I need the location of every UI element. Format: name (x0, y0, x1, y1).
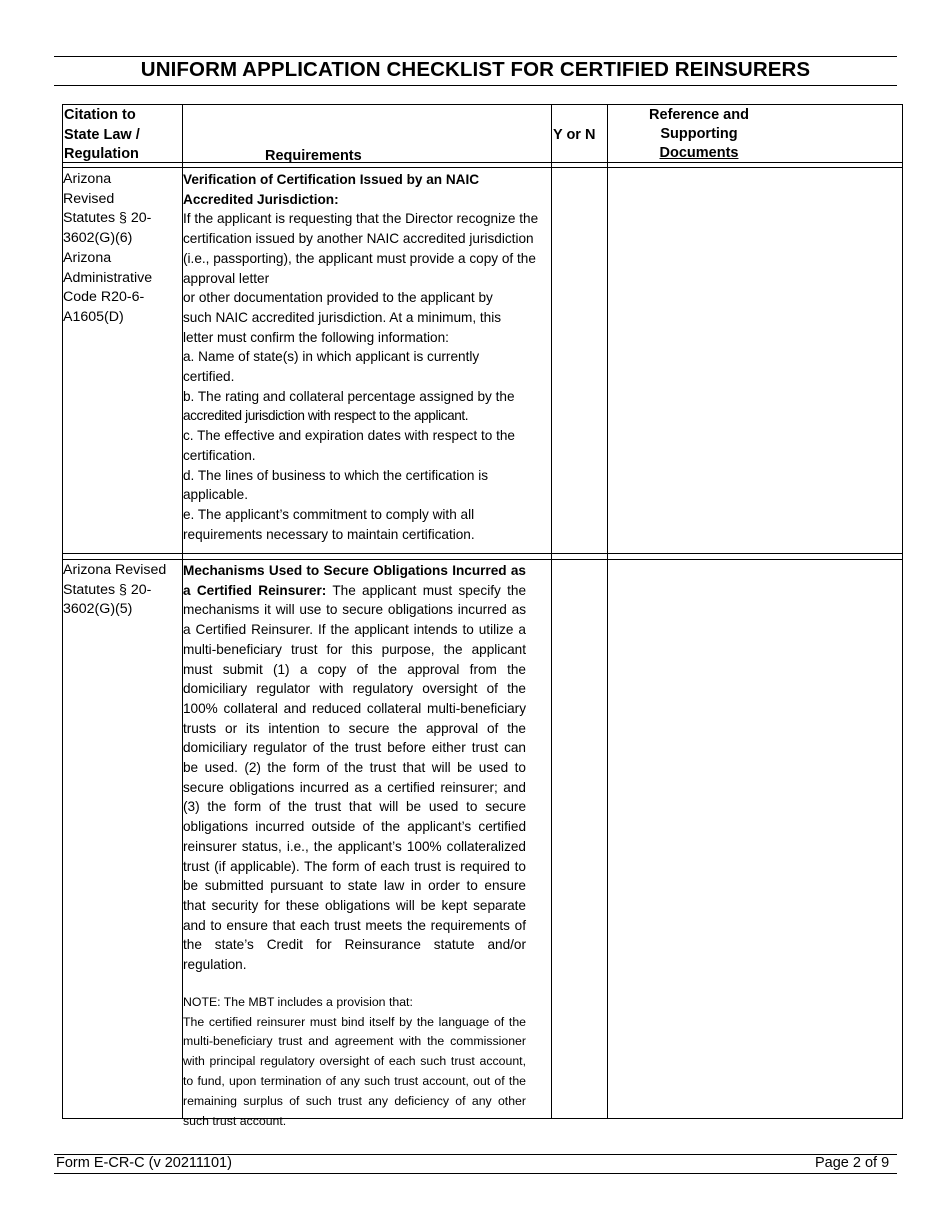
row1-requirements: Verification of Certification Issued by an NAIC Accredited Jurisdiction: If the applicant is requesting that the Director recognize the certification issued by another NAIC accredited jurisdiction (i.e., passporting), the applicant must provide a copy of the approval letter or other documentation provided to the applicant by such NAIC accredited jurisdiction. At a minimum, this letter must confirm the following information: a. Name of state(s) in which applicant is currently certified. b. The rating and collateral percentage assigned by the accredited jurisdiction with respect to the applicant. c. The effective and expiration dates with respect to the certification. d. The lines of business to which the certification is applicable. e. The applicant’s commitment to comply with all requirements necessary to maintain certification. (183, 170, 549, 544)
footer-page-number: Page 2 of 9 (815, 1155, 890, 1171)
footer-form-id: Form E-CR-C (v 20211101) (56, 1155, 232, 1171)
title-top-rule (54, 56, 897, 57)
row1-heading-line-2: Accredited Jurisdiction: (183, 191, 339, 207)
row2-note-label: NOTE: The MBT includes a provision that: (183, 994, 413, 1009)
row1-heading-line-1: Verification of Certification Issued by an NAIC (183, 172, 480, 187)
header-divider-2 (62, 167, 902, 168)
row2-body: The applicant must specify the mechanisms it will use to secure obligations incurred as a Certified Reinsurer. If the applicant intends to utilize a multi-beneficiary trust for this purpose, the applicant must submit (1) a copy of the approval from the domiciliary regulator with regulatory oversight of the 100% collateral and reduced collateral multi-beneficiary trusts or its intention to secure the approval of the domiciliary regulator of the trust before either trust can be used. (2) the form of the trust that will be used to secure obligations incurred as a certified reinsurer; and (3) the form of the trust that will be used to secure obligations incurred outside of the applicant’s certified reinsurer status, i.e., the applicant’s 100% collateralized trust (if applicable). The form of each trust is required to be submitted pursuant to state law in order to ensure that security for these obligations will be kept separate and to ensure that each trust meets the requirements of the state’s Credit for Reinsurance statute and/or regulation. (183, 582, 526, 973)
row-divider (62, 553, 902, 554)
header-yn: Y or N (553, 127, 596, 143)
header-reference: Reference and Supporting Documents (649, 107, 749, 161)
row2-note-body: The certified reinsurer must bind itself by the language of the multi-beneficiary trust and agreement with the commissioner with principal regulatory oversight of each such trust account, to fund, upon termination of any such trust account, out of the remaining surplus of such trust any deficiency of any other such trust account. (183, 1014, 526, 1128)
row2-citation: Arizona Revised Statutes § 20- 3602(G)(5) (63, 562, 167, 618)
header-divider (62, 162, 902, 163)
footer-bottom-rule (54, 1173, 897, 1174)
title-bottom-rule (54, 85, 897, 86)
header-citation: Citation to State Law / Regulation (64, 107, 140, 162)
row1-citation: Arizona Revised Statutes § 20- 3602(G)(6) Arizona Administrative Code R20-6- A1605(D) (63, 171, 153, 325)
row2-heading: Mechanisms Used to Secure Obligations Incurred as a Certified Reinsurer: (183, 563, 526, 598)
row-divider-2 (62, 559, 902, 560)
row2-requirements (183, 561, 526, 1131)
col-divider-2 (551, 104, 552, 1118)
header-requirements: Requirements (265, 148, 362, 164)
col-divider-3 (607, 104, 608, 1118)
page-title: UNIFORM APPLICATION CHECKLIST FOR CERTIFIED REINSURERS (140, 58, 811, 81)
